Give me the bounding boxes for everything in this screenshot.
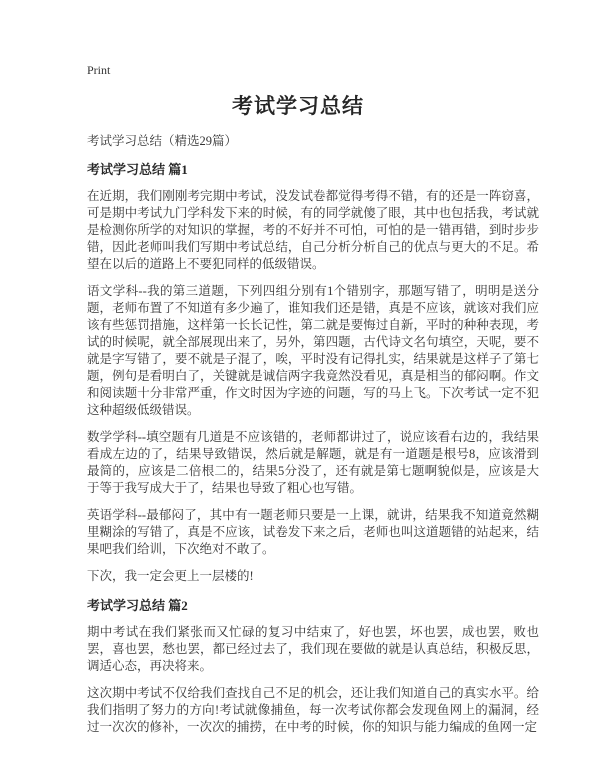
document-sections	[87, 162, 539, 736]
page-title: 考试学习总结	[232, 94, 364, 118]
paragraph: 数学学科--填空题有几道是不应该错的，老师都讲过了，说应该看右边的，我结果看成左边的了，结果导致错误，然后就是解题，就是有一道题是根号8，应该滑到最简的，应该是二倍根二的，结果5分没了，还有就是第七题啊貌似是，应该是大于等于我写成大于了，结果也导致了粗心也写错。	[87, 430, 539, 495]
paragraph: 这次期中考试不仅给我们查找自己不足的机会，还让我们知道自己的真实水平。给我们指明了努力的方向!考试就像捕鱼，每一次考试你都会发现鱼网上的漏洞，经过一次次的修补，一次次的捕捞，在中考的时候，你的知识与能力编成的鱼网一定	[87, 686, 539, 734]
paragraph: 在近期，我们刚刚考完期中考试，没发试卷都觉得考得不错，有的还是一阵窃喜，可是期中考试九门学科发下来的时候，有的同学就傻了眼，其中也包括我，考试就是检测你所学的对知识的掌握，考的不好并不可怕，可怕的是一错再错，到时步步错，因此老师叫我们写期中考试总结，自己分析分析自己的优点与更大的不足。希望在以后的道路上不要犯同样的低级错误。	[87, 189, 539, 271]
paragraph: 下次，我一定会更上一层楼的!	[87, 569, 254, 583]
print-link[interactable]: Print	[87, 63, 111, 77]
section-heading: 考试学习总结 篇1	[87, 162, 188, 177]
section-heading: 考试学习总结 篇2	[87, 598, 188, 613]
paragraph: 期中考试在我们紧张而又忙碌的复习中结束了，好也罢，坏也罢，成也罢，败也罢，喜也罢，愁也罢，都已经过去了，我们现在要做的就是认真总结，积极反思，调适心态，再决将来。	[87, 625, 539, 673]
paragraph: 英语学科--最郁闷了，其中有一题老师只要是一上课，就讲，结果我不知道竟然糊里糊涂的写错了，真是不应该，试卷发下来之后，老师也叫这道题错的站起来，结果吧我们给训，下次绝对不敢了。	[87, 508, 539, 556]
paragraph: 语文学科--我的第三道题，下列四组分别有1个错别字，那题写错了，明明是送分题，老师布置了不知道有多少遍了，谁知我们还是错，真是不应该，就该对我们应该有些惩罚措施，这样第一长长记性，第二就是要悔过自新，平时的种种表现，考试的时候呢，就全部展现出来了，另外，第四题，古代诗文名句填空，天呢，要不就是字写错了，要不就是子混了，唉，平时没有记得扎实，结果就是这样子了第七题，例句是看明白了，关键就是诚信两字我竟然没看见，真是相当的郁闷啊。作文和阅读题十分非常严重，作文时因为字迹的问题，写的马上飞。下次考试一定不犯这种超级低级错误。	[87, 284, 539, 417]
document-subtitle: 考试学习总结（精选29篇）	[87, 134, 238, 148]
